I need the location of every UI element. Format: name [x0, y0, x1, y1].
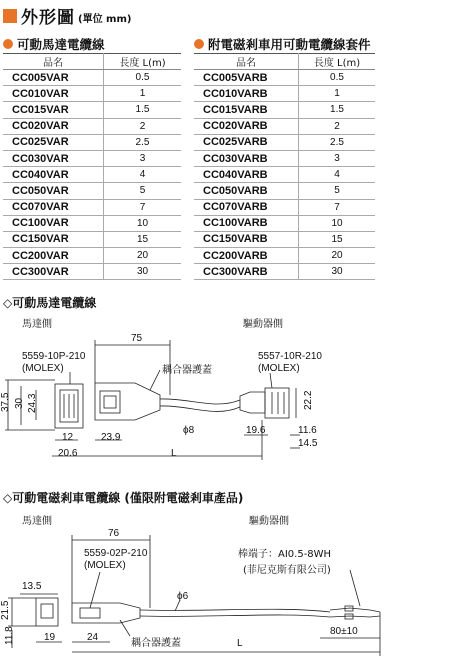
dim-30: 30	[14, 397, 25, 409]
dim-19-6: 19.6	[246, 425, 266, 436]
connector-right-mfr: (MOLEX)	[258, 363, 300, 374]
length-cell: 2.5	[299, 134, 376, 150]
model-cell: CC040VAR	[3, 167, 104, 183]
driver-connector-body	[265, 388, 289, 418]
model-cell: CC010VAR	[3, 86, 104, 102]
length-cell: 15	[104, 231, 182, 247]
model-cell: CC150VARB	[194, 231, 299, 247]
model-cell: CC100VARB	[194, 215, 299, 231]
model-cell: CC200VAR	[3, 248, 104, 264]
dim-23-9: 23.9	[101, 432, 121, 443]
dim-22-2: 22.2	[303, 390, 314, 410]
length-cell: 5	[299, 183, 376, 199]
length-cell: 3	[299, 150, 376, 166]
model-cell: CC070VARB	[194, 199, 299, 215]
length-cell: 1	[104, 86, 182, 102]
motor-side-label: 馬達側	[22, 319, 52, 330]
model-cell: CC030VARB	[194, 150, 299, 166]
length-cell: 2	[299, 118, 376, 134]
motor-side-label: 馬達側	[22, 516, 52, 527]
length-cell: 2	[104, 118, 182, 134]
brake-connector-body	[36, 598, 58, 626]
driver-side-label: 驅動器側	[249, 516, 289, 527]
connector-right-part: 5557-10R-210	[258, 351, 322, 362]
model-cell: CC030VAR	[3, 150, 104, 166]
dim-L: L	[237, 638, 243, 649]
model-cell: CC005VAR	[3, 70, 104, 86]
dim-L: L	[171, 448, 177, 459]
left-table-title: 可動馬達電纜線	[3, 35, 105, 53]
col-model-header: 品名	[194, 54, 299, 70]
unit-note: (單位 mm)	[78, 13, 132, 25]
terminal-wire-2	[330, 616, 380, 617]
model-cell: CC020VAR	[3, 118, 104, 134]
model-cell: CC005VARB	[194, 70, 299, 86]
brake-cable-upper	[140, 609, 330, 612]
dim-24-3: 24.3	[27, 393, 38, 413]
dim-12: 12	[62, 432, 74, 443]
brake-plug	[72, 603, 140, 623]
brake-connector-face	[41, 604, 53, 618]
dim-80: 80±10	[330, 626, 358, 637]
model-cell: CC025VARB	[194, 134, 299, 150]
length-cell: 1	[299, 86, 376, 102]
length-cell: 5	[104, 183, 182, 199]
coupler-cover-label: 耦合器護蓋	[162, 365, 212, 376]
dim-37-5: 37.5	[0, 392, 11, 412]
terminal-label: 棒端子：AI0.5-8WH	[238, 549, 332, 560]
model-cell: CC150VAR	[3, 231, 104, 247]
terminal-mfr: (菲尼克斯有限公司)	[243, 565, 331, 576]
length-cell: 10	[104, 215, 182, 231]
dim-14-5: 14.5	[298, 438, 318, 449]
dim-11-6: 11.6	[298, 425, 317, 436]
length-cell: 10	[299, 215, 376, 231]
driver-plug	[240, 392, 265, 413]
cable-lower	[160, 406, 240, 412]
length-cell: 0.5	[104, 70, 182, 86]
model-cell: CC015VAR	[3, 102, 104, 118]
length-cell: 20	[104, 248, 182, 264]
plug-latch	[100, 391, 120, 413]
page-title: 外形圖	[21, 8, 75, 28]
connector-left-part: 5559-10P-210	[22, 351, 86, 362]
model-cell: CC020VARB	[194, 118, 299, 134]
col-model-header: 品名	[3, 54, 104, 70]
length-cell: 1.5	[299, 102, 376, 118]
dim-11-8: 11.8	[4, 626, 15, 645]
brake-cable-lower	[140, 615, 330, 617]
model-cell: CC300VAR	[3, 264, 104, 280]
drawing2-title: ◇可動電磁剎車電纜線 (僅限附電磁剎車產品)	[3, 491, 244, 505]
model-cell: CC010VARB	[194, 86, 299, 102]
length-cell: 1.5	[104, 102, 182, 118]
right-table-title: 附電磁剎車用可動電纜線套件	[194, 35, 371, 53]
length-cell: 15	[299, 231, 376, 247]
drawing1-art	[5, 340, 300, 460]
length-cell: 7	[299, 199, 376, 215]
length-cell: 7	[104, 199, 182, 215]
driver-side-label: 驅動器側	[243, 319, 283, 330]
model-cell: CC015VARB	[194, 102, 299, 118]
cable-upper	[160, 399, 240, 404]
model-cell: CC050VARB	[194, 183, 299, 199]
length-cell: 30	[104, 264, 182, 280]
length-cell: 20	[299, 248, 376, 264]
dim-75: 75	[131, 333, 143, 344]
motor-plug	[95, 383, 160, 420]
terminal-wire-1	[330, 608, 380, 612]
model-cell: CC070VAR	[3, 199, 104, 215]
dim-20-6: 20.6	[58, 448, 78, 459]
model-cell: CC050VAR	[3, 183, 104, 199]
connector-mfr: (MOLEX)	[84, 560, 126, 571]
length-cell: 2.5	[104, 134, 182, 150]
connector-part: 5559-02P-210	[84, 548, 148, 559]
model-cell: CC100VAR	[3, 215, 104, 231]
dim-24: 24	[87, 632, 99, 643]
dim-19: 19	[44, 632, 56, 643]
length-cell: 4	[299, 167, 376, 183]
model-cell: CC040VARB	[194, 167, 299, 183]
length-cell: 0.5	[299, 70, 376, 86]
drawing1-title: ◇可動馬達電纜線	[3, 296, 97, 310]
length-cell: 4	[104, 167, 182, 183]
model-cell: CC200VARB	[194, 248, 299, 264]
dim-21-5: 21.5	[0, 600, 11, 620]
length-cell: 3	[104, 150, 182, 166]
dim-phi6: ϕ6	[177, 591, 189, 602]
length-cell: 30	[299, 264, 376, 280]
col-length-header: 長度 L(m)	[299, 54, 376, 70]
col-length-header: 長度 L(m)	[104, 54, 182, 70]
coupler-cover-label: 耦合器護蓋	[131, 638, 181, 649]
model-cell: CC300VARB	[194, 264, 299, 280]
dim-13-5: 13.5	[22, 581, 42, 592]
drawing2-art	[8, 535, 380, 656]
model-cell: CC025VAR	[3, 134, 104, 150]
dim-phi8: ϕ8	[183, 425, 195, 436]
connector-left-mfr: (MOLEX)	[22, 363, 64, 374]
dim-76: 76	[108, 528, 120, 539]
